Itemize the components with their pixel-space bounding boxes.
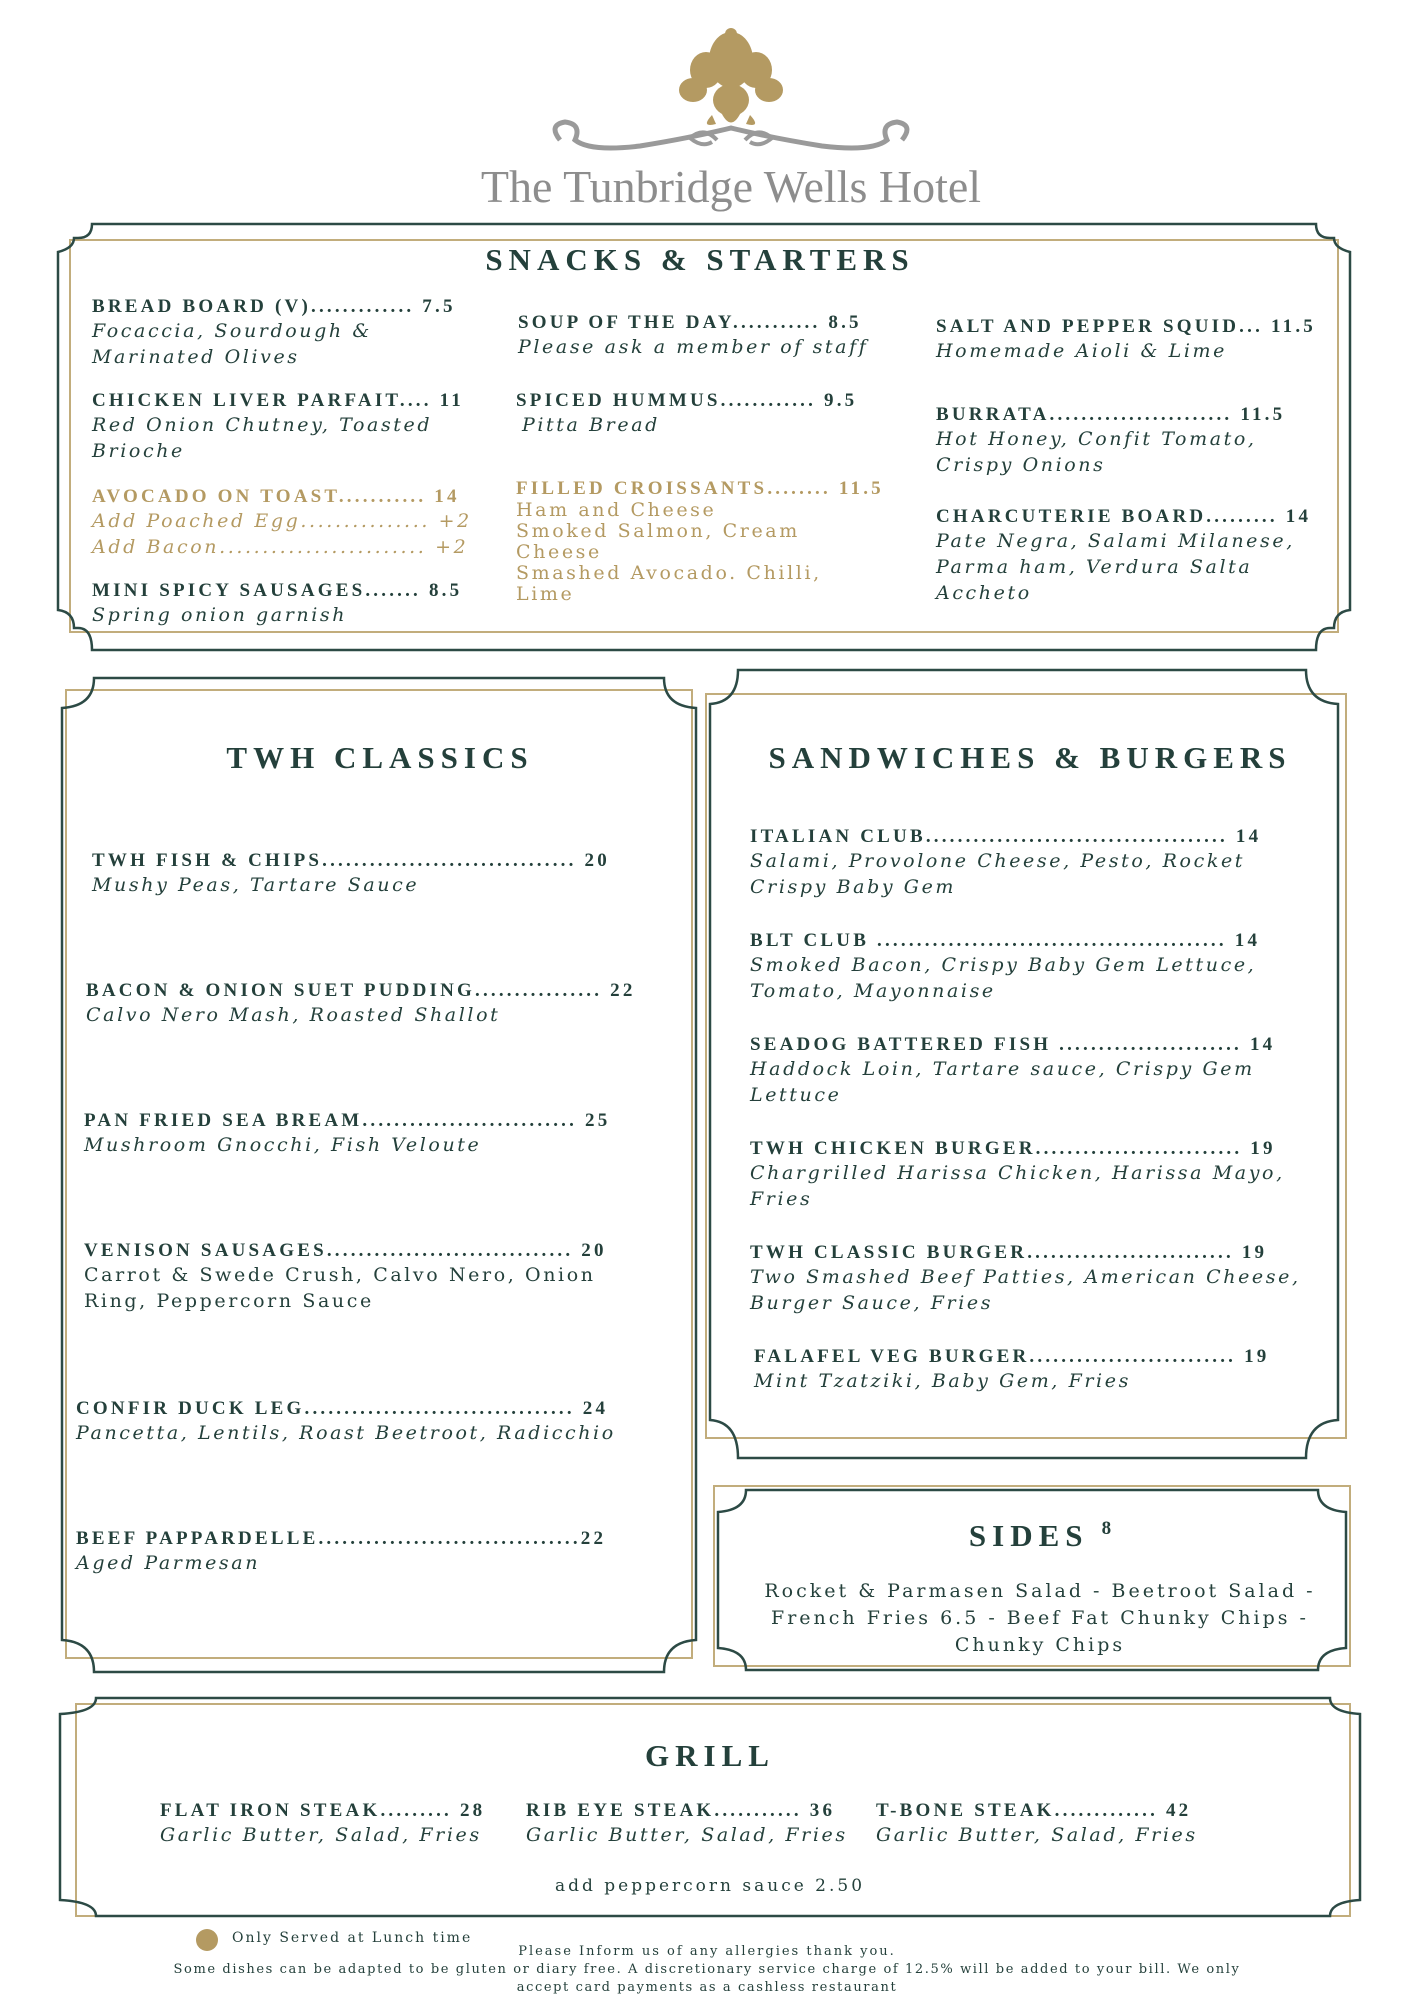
item-desc: Red Onion Chutney, Toasted Brioche <box>92 414 433 462</box>
item-name: FALAFEL VEG BURGER.......................... 19 <box>754 1346 1270 1367</box>
item-desc: Please ask a member of staff <box>518 336 869 358</box>
item-desc: Add Bacon........................ +2 <box>92 536 469 558</box>
item-desc: Cheese <box>516 541 602 563</box>
item-desc: Salami, Provolone Cheese, Pesto, Rocket Crispy Baby Gem <box>750 850 1246 898</box>
menu-item <box>750 930 1310 1004</box>
menu-item <box>92 296 492 370</box>
item-desc: Add Poached Egg............... +2 <box>92 510 472 532</box>
item-name: BURRATA....................... 11.5 <box>936 404 1286 425</box>
item-desc: Smoked Salmon, Cream <box>516 520 800 542</box>
menu-item <box>76 1398 676 1446</box>
lunch-note: Only Served at Lunch time <box>232 1930 473 1946</box>
sides-price: 8 <box>1101 1518 1112 1539</box>
item-name: BREAD BOARD (V)............. 7.5 <box>92 296 456 317</box>
snacks-heading: SNACKS & STARTERS <box>485 242 915 277</box>
item-desc: Mint Tzatziki, Baby Gem, Fries <box>754 1370 1131 1392</box>
menu-item <box>936 506 1326 606</box>
item-name: BEEF PAPPARDELLE.................................22 <box>76 1528 607 1549</box>
menu-item <box>750 1242 1320 1316</box>
item-name: CONFIR DUCK LEG.................................. 24 <box>76 1398 609 1419</box>
item-name: PAN FRIED SEA BREAM........................... 25 <box>84 1110 611 1131</box>
flower-ornament-icon <box>679 28 783 125</box>
menu-item <box>750 1138 1310 1212</box>
item-desc: Garlic Butter, Salad, Fries <box>526 1824 848 1846</box>
item-desc: Garlic Butter, Salad, Fries <box>160 1824 482 1846</box>
item-name: SPICED HUMMUS............ 9.5 <box>516 390 858 411</box>
grill-heading: GRILL <box>645 1738 775 1773</box>
item-desc: Pitta Bread <box>522 414 660 436</box>
item-desc: Garlic Butter, Salad, Fries <box>876 1824 1198 1846</box>
menu-item <box>936 316 1336 364</box>
item-desc: Haddock Loin, Tartare sauce, Crispy Gem Lettuce <box>750 1058 1255 1106</box>
sides-list <box>730 1578 1350 1659</box>
item-desc: Pancetta, Lentils, Roast Beetroot, Radicchio <box>76 1422 616 1444</box>
grill-note: add peppercorn sauce 2.50 <box>554 1876 866 1896</box>
item-desc: Mushy Peas, Tartare Sauce <box>92 874 420 896</box>
allergy-note: Please Inform us of any allergies thank you. <box>518 1944 896 1959</box>
item-name: ITALIAN CLUB...................................... 14 <box>750 826 1262 847</box>
item-desc: Hot Honey, Confit Tomato, Crispy Onions <box>936 428 1257 476</box>
menu-item-lunch <box>516 478 916 605</box>
item-name: SOUP OF THE DAY........... 8.5 <box>518 312 862 333</box>
menu-item <box>92 390 492 464</box>
item-name: BACON & ONION SUET PUDDING................ 22 <box>86 980 636 1001</box>
service-note: Some dishes can be adapted to be gluten or diary free. A discretionary service charge of 12.5% will be added to your bill. We only <box>173 1962 1241 1977</box>
menu-item <box>754 1346 1314 1394</box>
menu-item <box>76 1528 676 1576</box>
item-desc: Lime <box>516 583 575 605</box>
item-name: RIB EYE STEAK........... 36 <box>526 1800 836 1821</box>
menu-item <box>750 1034 1310 1108</box>
menu-item-lunch <box>92 486 492 560</box>
item-name: CHICKEN LIVER PARFAIT.... 11 <box>92 390 464 411</box>
item-desc: Mushroom Gnocchi, Fish Veloute <box>84 1134 482 1156</box>
sides-line: Chunky Chips <box>954 1634 1126 1656</box>
menu-item <box>84 1110 664 1158</box>
menu-item <box>86 980 666 1028</box>
item-desc: Chargrilled Harissa Chicken, Harissa Mayo, Fries <box>750 1162 1285 1210</box>
menu-item <box>876 1800 1236 1848</box>
item-name: VENISON SAUSAGES............................... 20 <box>84 1240 607 1261</box>
item-name: SALT AND PEPPER SQUID... 11.5 <box>936 316 1316 337</box>
item-desc: Ham and Cheese <box>516 499 717 521</box>
service-note: accept card payments as a cashless restaurant <box>516 1980 898 1995</box>
item-name: SEADOG BATTERED FISH ....................... 14 <box>750 1034 1276 1055</box>
item-name: TWH CHICKEN BURGER.......................... 19 <box>750 1138 1276 1159</box>
hotel-name: The Tunbridge Wells Hotel <box>480 161 982 212</box>
sides-line: Rocket & Parmasen Salad - Beetroot Salad - <box>764 1580 1316 1602</box>
item-desc: Pate Negra, Salami Milanese, Parma ham, Verdura Salta Accheto <box>936 530 1295 604</box>
item-desc: Smashed Avocado. Chilli, <box>516 562 822 584</box>
menu-item <box>84 1240 614 1314</box>
menu-item <box>92 850 672 898</box>
item-name: FILLED CROISSANTS........ 11.5 <box>516 478 884 499</box>
item-name: BLT CLUB ............................................ 14 <box>750 930 1261 951</box>
item-name: FLAT IRON STEAK......... 28 <box>160 1800 486 1821</box>
item-desc: Spring onion garnish <box>92 604 348 626</box>
menu-item <box>750 826 1310 900</box>
item-name: CHARCUTERIE BOARD......... 14 <box>936 506 1312 527</box>
item-name: MINI SPICY SAUSAGES....... 8.5 <box>92 580 463 601</box>
item-desc: Aged Parmesan <box>76 1552 261 1574</box>
menu-item <box>526 1800 886 1848</box>
menu-item <box>936 404 1326 478</box>
classics-heading: TWH CLASSICS <box>226 740 534 775</box>
menu-item <box>518 312 918 360</box>
item-desc: Carrot & Swede Crush, Calvo Nero, Onion Ring, Peppercorn Sauce <box>84 1264 596 1312</box>
item-desc: Homemade Aioli & Lime <box>936 340 1227 362</box>
item-name: TWH CLASSIC BURGER.......................... 19 <box>750 1242 1268 1263</box>
sides-line: French Fries 6.5 - Beef Fat Chunky Chips - <box>771 1607 1309 1629</box>
menu-item <box>516 390 916 438</box>
sides-heading: SIDES <box>968 1518 1089 1553</box>
sandwiches-heading: SANDWICHES & BURGERS <box>768 740 1292 775</box>
menu-item <box>92 580 492 628</box>
item-desc: Focaccia, Sourdough & Marinated Olives <box>92 320 372 368</box>
item-desc: Smoked Bacon, Crispy Baby Gem Lettuce, Tomato, Mayonnaise <box>750 954 1257 1002</box>
item-name: TWH FISH & CHIPS................................ 20 <box>92 850 610 871</box>
scroll-ornament-icon <box>555 122 907 148</box>
item-name: AVOCADO ON TOAST........... 14 <box>92 486 460 507</box>
item-desc: Two Smashed Beef Patties, American Cheese, Burger Sauce, Fries <box>750 1266 1301 1314</box>
item-name: T-BONE STEAK............. 42 <box>876 1800 1192 1821</box>
menu-item <box>160 1800 520 1848</box>
item-desc: Calvo Nero Mash, Roasted Shallot <box>86 1004 501 1026</box>
sides-header <box>730 1518 1350 1554</box>
